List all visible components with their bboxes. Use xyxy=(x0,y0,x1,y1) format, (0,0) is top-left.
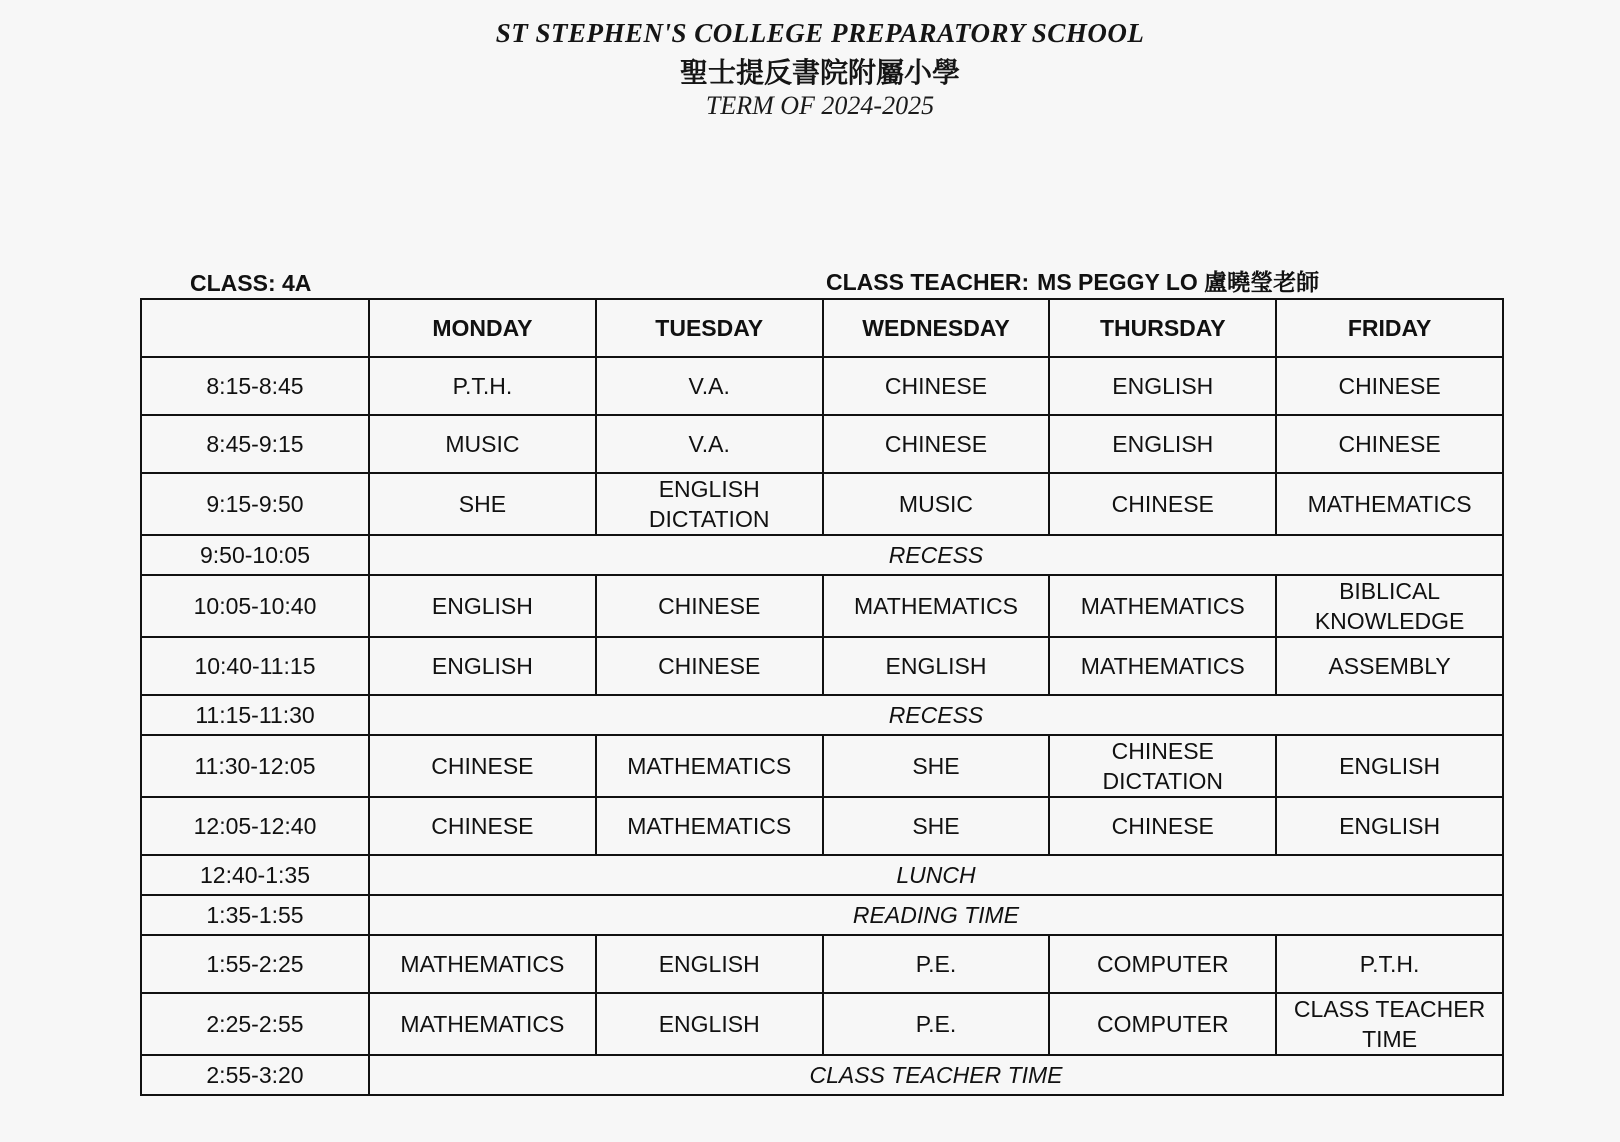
lesson-cell xyxy=(1049,637,1276,695)
subject-text: CHINESE xyxy=(431,753,534,779)
subject-text: V.A. xyxy=(688,431,730,457)
subject-text: MUSIC xyxy=(445,431,520,457)
lesson-row xyxy=(141,575,1503,637)
break-row xyxy=(141,1055,1503,1095)
subject-text: P.E. xyxy=(915,1011,957,1037)
lesson-row xyxy=(141,473,1503,535)
lesson-cell xyxy=(1049,735,1276,797)
subject-text: ENGLISH xyxy=(1112,431,1214,457)
lesson-cell xyxy=(369,797,596,855)
subject-text: MATHEMATICS xyxy=(627,753,792,779)
lesson-cell xyxy=(369,575,596,637)
day-header: MONDAY xyxy=(369,299,596,357)
lesson-row xyxy=(141,415,1503,473)
subject-text: CHINESE xyxy=(1111,738,1214,764)
break-row xyxy=(141,855,1503,895)
class-teacher-name: MS PEGGY LO 盧曉瑩老師 xyxy=(1037,269,1320,295)
lesson-cell xyxy=(369,357,596,415)
subject-text: CHINESE xyxy=(658,593,761,619)
break-label: READING TIME xyxy=(369,895,1503,935)
day-header: THURSDAY xyxy=(1049,299,1276,357)
lesson-row xyxy=(141,935,1503,993)
subject-text: ASSEMBLY xyxy=(1328,653,1451,679)
timetable-header-row xyxy=(141,299,1503,357)
subject-text: COMPUTER xyxy=(1096,1011,1229,1037)
lesson-cell xyxy=(369,473,596,535)
subject-text: P.T.H. xyxy=(1359,951,1420,977)
lesson-row xyxy=(141,735,1503,797)
lesson-cell xyxy=(1049,357,1276,415)
subject-text: MATHEMATICS xyxy=(1080,653,1245,679)
lesson-cell xyxy=(823,415,1050,473)
document-header xyxy=(0,14,1620,122)
lesson-cell xyxy=(823,357,1050,415)
day-header: FRIDAY xyxy=(1276,299,1503,357)
time-slot: 1:35-1:55 xyxy=(141,895,369,935)
time-slot: 10:05-10:40 xyxy=(141,575,369,637)
time-slot: 11:15-11:30 xyxy=(141,695,369,735)
lesson-cell xyxy=(1276,735,1503,797)
lesson-cell xyxy=(1276,575,1503,637)
subject-text: ENGLISH xyxy=(658,476,760,502)
school-name-english: ST STEPHEN'S COLLEGE PREPARATORY SCHOOL xyxy=(495,18,1145,48)
subject-text: DICTATION xyxy=(648,506,770,532)
subject-text: MATHEMATICS xyxy=(400,1011,565,1037)
lesson-cell xyxy=(596,735,823,797)
subject-text: CHINESE xyxy=(884,431,988,457)
break-row xyxy=(141,895,1503,935)
lesson-cell xyxy=(1276,357,1503,415)
subject-text: KNOWLEDGE xyxy=(1314,608,1465,634)
lesson-cell xyxy=(596,357,823,415)
lesson-cell xyxy=(823,797,1050,855)
subject-text: P.T.H. xyxy=(452,373,513,399)
break-label: LUNCH xyxy=(369,855,1503,895)
lesson-row xyxy=(141,993,1503,1055)
subject-text: TIME xyxy=(1362,1026,1418,1052)
time-slot: 9:15-9:50 xyxy=(141,473,369,535)
subject-text: MATHEMATICS xyxy=(400,951,565,977)
subject-text: ENGLISH xyxy=(1339,813,1441,839)
lesson-cell xyxy=(1276,637,1503,695)
lesson-cell xyxy=(1276,993,1503,1055)
lesson-cell xyxy=(823,473,1050,535)
subject-text: ENGLISH xyxy=(658,1011,760,1037)
subject-text: ENGLISH xyxy=(658,951,760,977)
class-teacher xyxy=(826,264,1319,297)
subject-text: SHE xyxy=(458,491,507,517)
lesson-cell xyxy=(596,993,823,1055)
subject-text: ENGLISH xyxy=(885,653,987,679)
subject-text: CHINESE xyxy=(884,373,988,399)
time-slot: 11:30-12:05 xyxy=(141,735,369,797)
lesson-cell xyxy=(596,637,823,695)
class-label: CLASS: 4A xyxy=(190,270,312,296)
lesson-row xyxy=(141,637,1503,695)
time-slot: 12:05-12:40 xyxy=(141,797,369,855)
school-name-chinese: 聖士提反書院附屬小學 xyxy=(679,56,960,89)
time-slot: 2:55-3:20 xyxy=(141,1055,369,1095)
subject-text: MATHEMATICS xyxy=(1307,491,1472,517)
break-label: CLASS TEACHER TIME xyxy=(369,1055,1503,1095)
lesson-cell xyxy=(1049,575,1276,637)
subject-text: ENGLISH xyxy=(1112,373,1214,399)
subject-text: MATHEMATICS xyxy=(854,593,1018,619)
corner-cell xyxy=(141,299,369,357)
subject-text: ENGLISH xyxy=(1339,753,1441,779)
lesson-cell xyxy=(1276,935,1503,993)
time-slot: 8:15-8:45 xyxy=(141,357,369,415)
lesson-cell xyxy=(369,735,596,797)
lesson-cell xyxy=(369,637,596,695)
subject-text: MATHEMATICS xyxy=(627,813,792,839)
subject-text: CHINESE xyxy=(1111,813,1214,839)
lesson-row xyxy=(141,797,1503,855)
subject-text: CLASS TEACHER xyxy=(1293,996,1486,1022)
lesson-cell xyxy=(823,735,1050,797)
subject-text: CHINESE xyxy=(1338,431,1441,457)
subject-text: CHINESE xyxy=(658,653,761,679)
lesson-cell xyxy=(823,935,1050,993)
subject-text: ENGLISH xyxy=(431,653,533,679)
break-row xyxy=(141,535,1503,575)
lesson-cell xyxy=(1276,473,1503,535)
subject-text: CHINESE xyxy=(1111,491,1214,517)
lesson-cell xyxy=(596,575,823,637)
subject-text: MATHEMATICS xyxy=(1080,593,1245,619)
lesson-cell xyxy=(1049,935,1276,993)
lesson-cell xyxy=(369,993,596,1055)
break-row xyxy=(141,695,1503,735)
timetable-body xyxy=(141,357,1503,1095)
subject-text: BIBLICAL xyxy=(1339,578,1441,604)
day-header: WEDNESDAY xyxy=(823,299,1050,357)
term-title: TERM OF 2024-2025 xyxy=(705,91,935,120)
time-slot: 10:40-11:15 xyxy=(141,637,369,695)
lesson-cell xyxy=(1276,797,1503,855)
timetable xyxy=(140,298,1504,1096)
lesson-cell xyxy=(596,473,823,535)
class-teacher-label: CLASS TEACHER: xyxy=(826,269,1030,295)
lesson-cell xyxy=(823,993,1050,1055)
break-label: RECESS xyxy=(369,695,1503,735)
subject-text: CHINESE xyxy=(431,813,534,839)
lesson-cell xyxy=(596,415,823,473)
lesson-cell xyxy=(596,935,823,993)
lesson-cell xyxy=(823,637,1050,695)
lesson-cell xyxy=(596,797,823,855)
day-header: TUESDAY xyxy=(596,299,823,357)
time-slot: 12:40-1:35 xyxy=(141,855,369,895)
lesson-cell xyxy=(823,575,1050,637)
lesson-cell xyxy=(369,415,596,473)
subject-text: CHINESE xyxy=(1338,373,1441,399)
time-slot: 8:45-9:15 xyxy=(141,415,369,473)
subject-text: V.A. xyxy=(688,373,730,399)
lesson-cell xyxy=(1049,993,1276,1055)
subject-text: SHE xyxy=(912,813,960,839)
lesson-cell xyxy=(1049,797,1276,855)
time-slot: 9:50-10:05 xyxy=(141,535,369,575)
lesson-cell xyxy=(1276,415,1503,473)
time-slot: 1:55-2:25 xyxy=(141,935,369,993)
subject-text: P.E. xyxy=(915,951,957,977)
break-label: RECESS xyxy=(369,535,1503,575)
subject-text: MUSIC xyxy=(898,491,974,517)
lesson-cell xyxy=(1049,415,1276,473)
time-slot: 2:25-2:55 xyxy=(141,993,369,1055)
subject-text: ENGLISH xyxy=(431,593,533,619)
subject-text: DICTATION xyxy=(1102,768,1224,794)
lesson-cell xyxy=(369,935,596,993)
lesson-cell xyxy=(1049,473,1276,535)
subject-text: SHE xyxy=(912,753,960,779)
lesson-row xyxy=(141,357,1503,415)
subject-text: COMPUTER xyxy=(1096,951,1229,977)
